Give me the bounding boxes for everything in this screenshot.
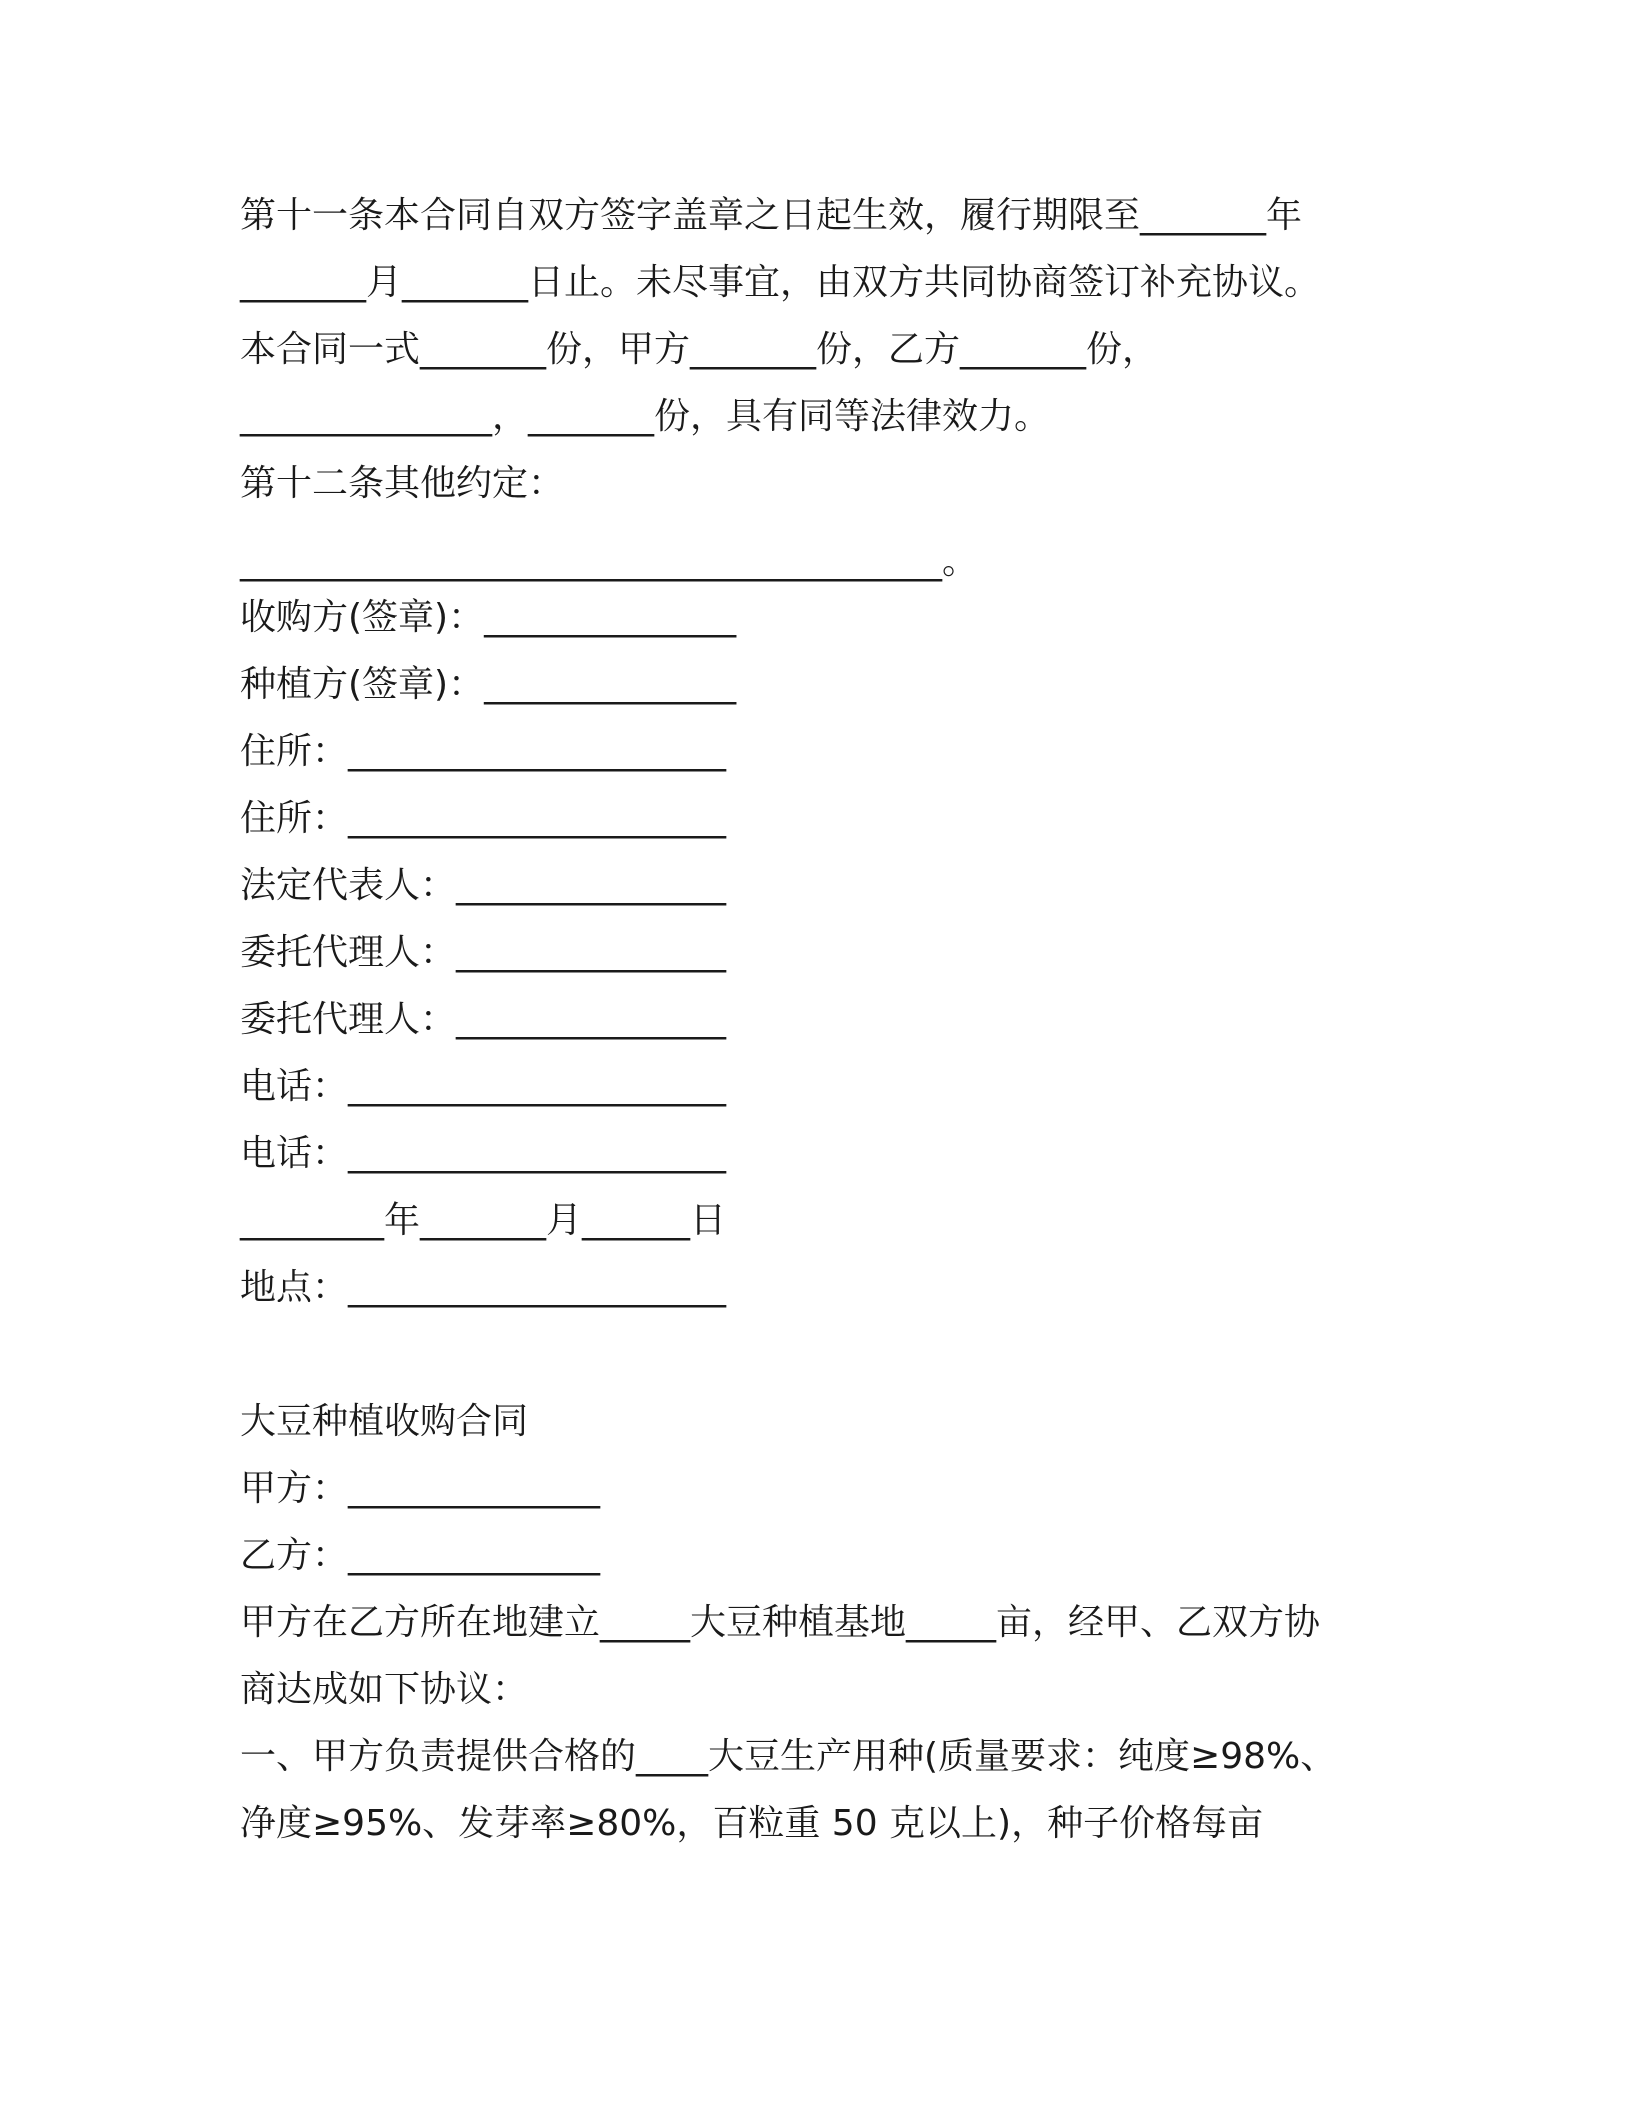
authorized-agent-2: 委托代理人：_______________ bbox=[240, 999, 727, 1040]
legal-representative: 法定代表人：_______________ bbox=[240, 865, 727, 906]
phone-2: 电话：_____________________ bbox=[240, 1133, 727, 1174]
contract-title: 大豆种植收购合同 bbox=[240, 1401, 529, 1442]
body-line-2: 商达成如下协议： bbox=[240, 1669, 529, 1710]
article-11-line-3: 本合同一式_______份，甲方_______份，乙方_______份， bbox=[240, 329, 1159, 370]
authorized-agent-1: 委托代理人：_______________ bbox=[240, 932, 727, 973]
article-12-blank: _______________________________________。 bbox=[240, 541, 978, 582]
body-line-3: 一、甲方负责提供合格的____大豆生产用种(质量要求：纯度≥98%、 bbox=[240, 1736, 1337, 1777]
body-line-4: 净度≥95%、发芽率≥80%，百粒重 50 克以上)，种子价格每亩 bbox=[240, 1803, 1264, 1844]
body-line-1: 甲方在乙方所在地建立_____大豆种植基地_____亩，经甲、乙双方协 bbox=[240, 1602, 1321, 1643]
article-11-line-1: 第十一条本合同自双方签字盖章之日起生效，履行期限至_______年 bbox=[240, 195, 1303, 236]
signature-buyer: 收购方(签章)：______________ bbox=[240, 597, 737, 638]
party-b: 乙方：______________ bbox=[240, 1535, 601, 1576]
article-12-title: 第十二条其他约定： bbox=[240, 463, 565, 504]
phone-1: 电话：_____________________ bbox=[240, 1066, 727, 1107]
location-line: 地点：_____________________ bbox=[240, 1267, 727, 1308]
article-11-line-4: ______________，_______份，具有同等法律效力。 bbox=[240, 396, 1051, 437]
article-11-line-2: _______月_______日止。未尽事宜，由双方共同协商签订补充协议。 bbox=[240, 262, 1321, 303]
party-a: 甲方：______________ bbox=[240, 1468, 601, 1509]
address-1: 住所：_____________________ bbox=[240, 731, 727, 772]
document-page bbox=[240, 0, 1420, 2112]
address-2: 住所：_____________________ bbox=[240, 798, 727, 839]
date-line: ________年_______月______日 bbox=[240, 1200, 726, 1241]
signature-grower: 种植方(签章)：______________ bbox=[240, 664, 737, 705]
